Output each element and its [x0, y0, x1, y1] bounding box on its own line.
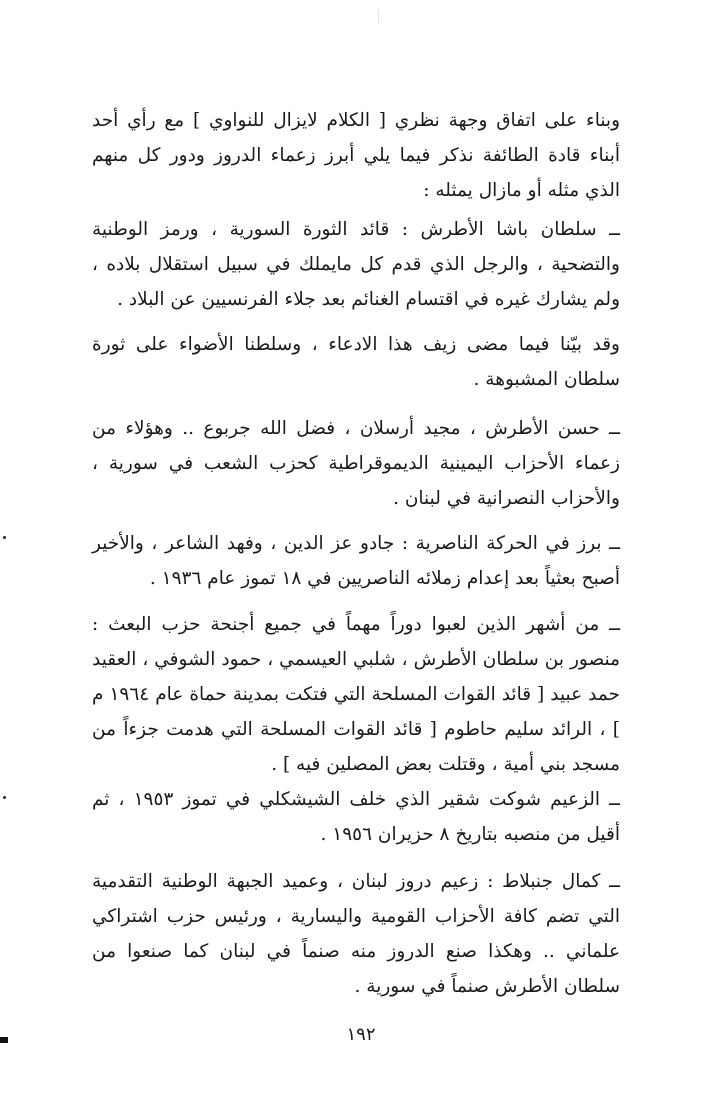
paragraph-shawkat-shuqayr — [92, 782, 620, 852]
scan-edge-mark — [0, 1037, 8, 1043]
paragraph-text: وقد بيّنا فيما مضى زيف هذا الادعاء ، وسلطنا الأضواء على ثورة سلطان المشبوهة . — [92, 334, 620, 390]
paragraph-text: ــ من أشهر الذين لعبوا دوراً مهماً في جميع أجنحة حزب البعث : منصور بن سلطان الأطرش ، شلبي العيسمي ، حمود الشوفي ، العقيد حمد عبيد [ قائد القوات المسلحة التي فتكت بمدينة حماة عام ١٩٦٤ م ] ، الرائد سليم حاطوم [ قائد القوات المسلحة التي هدمت جزءاً من مسجد بني أمية ، وقتلت بعض المصلين فيه ] . — [92, 614, 620, 775]
paragraph-text: وبناء على اتفاق وجهة نظري [ الكلام لايزال للنواوي ] مع رأي أحد أبناء قادة الطائفة نذكر فيما يلي أبرز زعماء الدروز ودور كل منهم الذي مثله أو مازال يمثله : — [92, 110, 620, 201]
paragraph-sultan-al-atrash — [92, 212, 620, 317]
paragraph-refutation — [92, 327, 620, 397]
page-crease — [378, 10, 379, 24]
scan-speck — [3, 536, 6, 539]
paragraph-text: ــ برز في الحركة الناصرية : جادو عز الدين ، وفهد الشاعر ، والأخير أصبح بعثياً بعد إعدام زملائه الناصريين في ١٨ تموز عام ١٩٣٦ . — [92, 533, 620, 589]
paragraph-text: ــ كمال جنبلاط : زعيم دروز لبنان ، وعميد الجبهة الوطنية التقدمية التي تضم كافة الأحزاب القومية واليسارية ، ورئيس حزب اشتراكي علماني .. وهكذا صنع الدروز منه صنماً في لبنان كما صنعوا من سلطان الأطرش صنماً في سورية . — [92, 871, 620, 997]
paragraph-intro — [92, 103, 620, 208]
page-number: ١٩٢ — [346, 1024, 376, 1045]
paragraph-baath-party — [92, 607, 620, 782]
scan-speck — [3, 796, 6, 799]
paragraph-kamal-jumblatt — [92, 864, 620, 1004]
paragraph-nasserist-movement — [92, 526, 620, 596]
paragraph-right-wing-leaders — [92, 411, 620, 516]
paragraph-text: ــ الزعيم شوكت شقير الذي خلف الشيشكلي في تموز ١٩٥٣ ، ثم أقيل من منصبه بتاريخ ٨ حزيران ١٩٥٦ . — [92, 789, 620, 845]
paragraph-text: ــ سلطان باشا الأطرش : قائد الثورة السورية ، ورمز الوطنية والتضحية ، والرجل الذي قدم كل مايملك في سبيل استقلال بلاده ، ولم يشارك غيره في اقتسام الغنائم بعد جلاء الفرنسيين عن البلاد . — [92, 219, 620, 310]
paragraph-text: ــ حسن الأطرش ، مجيد أرسلان ، فضل الله جربوع .. وهؤلاء من زعماء الأحزاب اليمينية الديموقراطية كحزب الشعب في سورية ، والأحزاب النصرانية في لبنان . — [92, 418, 620, 509]
